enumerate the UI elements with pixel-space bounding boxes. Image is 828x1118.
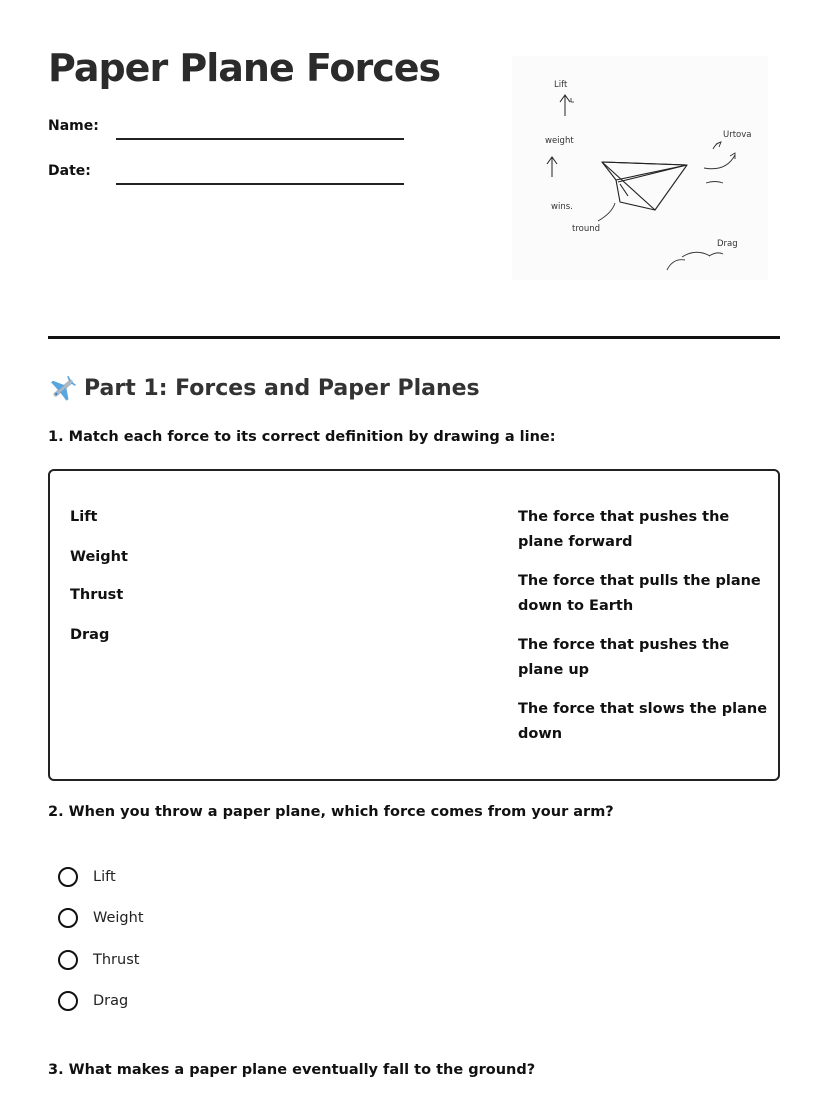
radio-button[interactable] [58, 867, 78, 887]
section-divider [48, 336, 780, 339]
definition-2[interactable]: The force that pulls the plane down to Earth [518, 573, 761, 614]
name-field[interactable] [116, 138, 404, 140]
sketch-label-weight: weight [545, 136, 574, 146]
sketch-label-wins: wins. [551, 202, 573, 212]
section-heading [48, 373, 480, 403]
option-label: Thrust [93, 952, 140, 968]
date-field[interactable] [116, 183, 404, 185]
term-weight[interactable]: Weight [70, 549, 128, 565]
radio-button[interactable] [58, 950, 78, 970]
radio-button[interactable] [58, 991, 78, 1011]
question-2: 2. When you throw a paper plane, which force comes from your arm? [48, 804, 614, 820]
question-3: 3. What makes a paper plane eventually fall to the ground? [48, 1062, 536, 1078]
option-drag[interactable] [58, 991, 128, 1011]
airplane-icon [48, 373, 78, 403]
date-label: Date: [48, 163, 91, 179]
option-thrust[interactable] [58, 950, 139, 970]
sketch-label-urtova: Urtova [723, 130, 752, 140]
definition-1[interactable]: The force that pushes the plane forward [518, 509, 730, 550]
paper-plane-sketch [512, 56, 768, 280]
sketch-label-drag: Drag [717, 239, 738, 249]
question-1: 1. Match each force to its correct definition by drawing a line: [48, 429, 556, 445]
option-label: Drag [93, 993, 129, 1009]
definition-3[interactable]: The force that pushes the plane up [518, 637, 730, 678]
option-label: Lift [93, 869, 116, 885]
radio-button[interactable] [58, 908, 78, 928]
option-lift[interactable] [58, 867, 116, 887]
definition-4[interactable]: The force that slows the plane down [518, 701, 768, 742]
term-lift[interactable]: Lift [70, 509, 98, 525]
matching-box [48, 469, 780, 781]
sketch-label-lift: Lift [554, 80, 568, 90]
term-thrust[interactable]: Thrust [70, 587, 124, 603]
section-heading-text: Part 1: Forces and Paper Planes [84, 375, 480, 401]
option-weight[interactable] [58, 908, 144, 928]
name-label: Name: [48, 118, 99, 134]
term-drag[interactable]: Drag [70, 627, 110, 643]
page-title: Paper Plane Forces [48, 46, 441, 90]
option-label: Weight [93, 910, 144, 926]
sketch-label-tround: tround [572, 224, 601, 234]
